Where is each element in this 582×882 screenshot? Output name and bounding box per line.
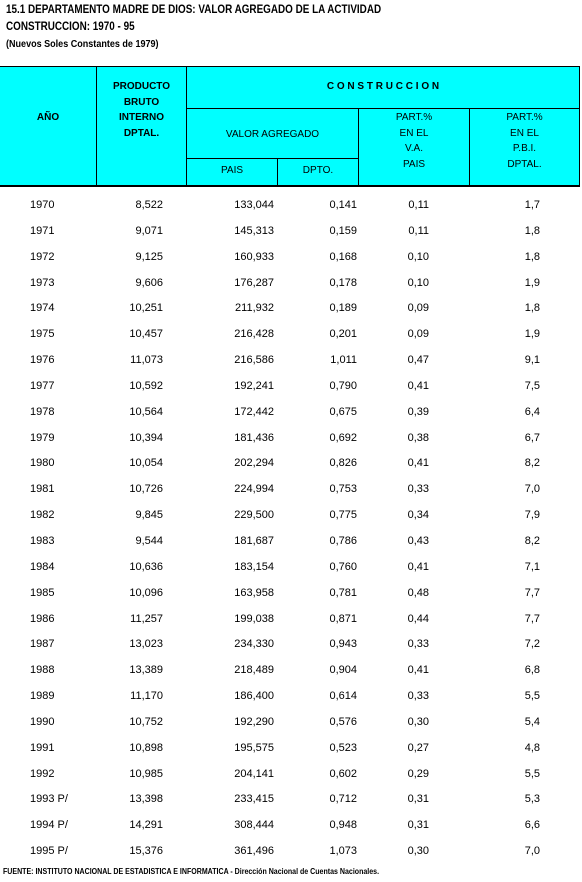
cell-pais: 172,442	[234, 405, 274, 418]
cell-dpto: 0,775	[329, 509, 357, 522]
header-divider	[579, 67, 580, 185]
table-row	[0, 632, 580, 658]
cell-year: 1986	[30, 612, 55, 625]
cell-pais: 176,287	[234, 276, 274, 289]
table-row	[0, 787, 580, 813]
cell-prod: 13,389	[129, 664, 163, 677]
cell-va: 0,44	[407, 612, 429, 625]
cell-prod: 13,398	[129, 793, 163, 806]
cell-pais: 229,500	[234, 509, 274, 522]
cell-pbi: 1,8	[524, 224, 540, 237]
cell-year: 1971	[30, 224, 55, 237]
table-row	[0, 839, 580, 865]
cell-va: 0,41	[407, 560, 429, 573]
cell-pbi: 8,2	[524, 457, 540, 470]
cell-year: 1983	[30, 534, 55, 547]
table-row	[0, 762, 580, 788]
table-row	[0, 348, 580, 374]
cell-prod: 11,073	[130, 354, 163, 367]
cell-dpto: 0,943	[329, 638, 357, 651]
cell-year: 1990	[30, 715, 55, 728]
cell-va: 0,33	[407, 483, 429, 496]
table-title	[6, 2, 442, 53]
cell-year: 1974	[30, 302, 55, 315]
cell-year: 1988	[30, 664, 55, 677]
cell-pais: 192,290	[234, 715, 274, 728]
cell-prod: 10,251	[129, 302, 163, 315]
cell-pbi: 7,5	[524, 379, 540, 392]
header-producto: PRODUCTO BRUTO INTERNO DPTAL.	[112, 81, 171, 139]
title-line-2: CONSTRUCCION: 1970 - 95	[6, 21, 135, 33]
header-divider	[186, 158, 359, 159]
cell-pbi: 5,3	[524, 793, 540, 806]
cell-pbi: 8,2	[524, 534, 540, 547]
cell-pbi: 1,7	[524, 199, 540, 211]
cell-dpto: 0,201	[329, 328, 357, 341]
table-row	[0, 503, 580, 529]
cell-pais: 186,400	[234, 690, 274, 703]
cell-prod: 10,726	[129, 483, 163, 496]
header-part-va: PART.% EN EL V.A. PAIS	[395, 112, 433, 170]
cell-dpto: 0,168	[329, 250, 357, 263]
cell-pbi: 1,9	[524, 276, 540, 289]
cell-pais: 234,330	[234, 638, 274, 651]
cell-pais: 224,994	[234, 483, 274, 496]
cell-dpto: 0,189	[329, 302, 357, 315]
cell-pbi: 7,0	[524, 483, 540, 496]
cell-pais: 195,575	[234, 741, 274, 754]
cell-dpto: 0,602	[329, 767, 357, 780]
cell-va: 0,39	[407, 405, 429, 418]
cell-pbi: 1,9	[524, 328, 540, 341]
table-row	[0, 193, 580, 219]
cell-pais: 199,038	[234, 612, 274, 625]
cell-year: 1984	[30, 560, 55, 573]
cell-pais: 163,958	[234, 586, 274, 599]
cell-pbi: 5,5	[524, 767, 540, 780]
cell-pais: 145,313	[234, 224, 274, 237]
table-row	[0, 374, 580, 400]
cell-pais: 218,489	[234, 664, 274, 677]
cell-va: 0,11	[408, 224, 429, 237]
cell-dpto: 0,826	[329, 457, 357, 470]
cell-prod: 10,985	[129, 767, 163, 780]
cell-dpto: 0,712	[329, 793, 357, 806]
table-header	[0, 66, 580, 187]
title-line-1: 15.1 DEPARTAMENTO MADRE DE DIOS: VALOR AGREGADO DE LA ACTIVIDAD	[6, 4, 382, 16]
table-row	[0, 271, 580, 297]
cell-year: 1970	[30, 199, 55, 211]
cell-pbi: 4,8	[524, 741, 540, 754]
cell-year: 1992	[30, 767, 55, 780]
cell-pais: 361,496	[234, 845, 274, 858]
table-body	[0, 193, 580, 865]
cell-prod: 9,606	[135, 276, 163, 289]
cell-prod: 9,845	[135, 509, 163, 522]
table-row	[0, 400, 580, 426]
table-row	[0, 219, 580, 245]
cell-pais: 181,436	[234, 431, 274, 444]
cell-va: 0,31	[407, 819, 429, 832]
cell-pbi: 6,6	[524, 819, 540, 832]
cell-prod: 10,096	[129, 586, 163, 599]
table-row	[0, 607, 580, 633]
cell-dpto: 0,675	[329, 405, 357, 418]
cell-year: 1976	[30, 354, 55, 367]
cell-va: 0,47	[407, 354, 429, 367]
table-row	[0, 451, 580, 477]
cell-dpto: 0,871	[329, 612, 357, 625]
cell-va: 0,41	[407, 457, 429, 470]
cell-dpto: 1,011	[330, 354, 357, 367]
cell-prod: 10,564	[129, 405, 163, 418]
table-row	[0, 736, 580, 762]
cell-pais: 192,241	[234, 379, 274, 392]
cell-prod: 9,544	[135, 534, 163, 547]
cell-pais: 216,586	[234, 354, 274, 367]
cell-pbi: 6,8	[524, 664, 540, 677]
cell-dpto: 0,614	[329, 690, 357, 703]
cell-pais: 233,415	[234, 793, 274, 806]
header-divider	[186, 108, 580, 109]
cell-prod: 10,898	[129, 741, 163, 754]
source-note: FUENTE: INSTITUTO NACIONAL DE ESTADISTICA E INFORMATICA - Dirección Nacional de Cuentas Nacionales.	[3, 867, 380, 876]
cell-pais: 202,294	[234, 457, 274, 470]
cell-pais: 183,154	[234, 560, 274, 573]
cell-prod: 10,752	[129, 715, 163, 728]
cell-pbi: 7,1	[524, 560, 540, 573]
cell-pbi: 7,0	[524, 845, 540, 858]
table-row	[0, 296, 580, 322]
cell-pbi: 1,8	[524, 250, 540, 263]
cell-pais: 216,428	[234, 328, 274, 341]
cell-pbi: 9,1	[524, 354, 540, 367]
title-line-3: (Nuevos Soles Constantes de 1979)	[6, 38, 159, 50]
cell-prod: 14,291	[129, 819, 163, 832]
cell-prod: 15,376	[129, 845, 163, 858]
cell-va: 0,30	[407, 715, 429, 728]
cell-va: 0,38	[407, 431, 429, 444]
cell-va: 0,31	[407, 793, 429, 806]
cell-dpto: 0,904	[329, 664, 357, 677]
cell-year: 1975	[30, 328, 55, 341]
cell-pais: 211,932	[235, 302, 274, 315]
cell-pais: 204,141	[234, 767, 274, 780]
cell-year: 1981	[30, 483, 55, 496]
cell-dpto: 1,073	[329, 845, 357, 858]
cell-prod: 11,170	[130, 690, 163, 703]
cell-pbi: 7,2	[524, 638, 540, 651]
cell-va: 0,10	[407, 276, 429, 289]
table-row	[0, 529, 580, 555]
cell-year: 1995 P/	[30, 845, 68, 858]
header-part-pbi: PART.% EN EL P.B.I. DPTAL.	[506, 112, 543, 170]
cell-prod: 9,125	[135, 250, 163, 263]
cell-dpto: 0,760	[329, 560, 357, 573]
cell-prod: 10,592	[129, 379, 163, 392]
table-row	[0, 477, 580, 503]
cell-pbi: 5,5	[524, 690, 540, 703]
cell-dpto: 0,692	[329, 431, 357, 444]
cell-va: 0,09	[407, 328, 429, 341]
cell-pbi: 6,7	[524, 431, 540, 444]
cell-dpto: 0,576	[329, 715, 357, 728]
cell-pais: 160,933	[234, 250, 274, 263]
cell-prod: 10,394	[129, 431, 163, 444]
table-row	[0, 322, 580, 348]
cell-dpto: 0,781	[329, 586, 357, 599]
cell-year: 1994 P/	[30, 819, 68, 832]
cell-year: 1985	[30, 586, 55, 599]
cell-va: 0,27	[407, 741, 429, 754]
table-row	[0, 684, 580, 710]
cell-dpto: 0,159	[329, 224, 357, 237]
cell-dpto: 0,141	[329, 199, 357, 211]
table-row	[0, 581, 580, 607]
cell-va: 0,43	[407, 534, 429, 547]
cell-dpto: 0,790	[329, 379, 357, 392]
cell-va: 0,29	[407, 767, 429, 780]
cell-pbi: 7,7	[524, 586, 540, 599]
cell-year: 1993 P/	[30, 793, 68, 806]
table-row	[0, 710, 580, 736]
cell-va: 0,34	[407, 509, 429, 522]
cell-prod: 13,023	[129, 638, 163, 651]
table-row	[0, 426, 580, 452]
header-year: AÑO	[36, 112, 60, 123]
cell-va: 0,41	[407, 664, 429, 677]
cell-pbi: 5,4	[524, 715, 540, 728]
cell-prod: 8,522	[135, 199, 163, 211]
cell-year: 1991	[30, 741, 55, 754]
table-row	[0, 813, 580, 839]
cell-pais: 133,044	[234, 199, 274, 211]
cell-pbi: 7,9	[524, 509, 540, 522]
cell-pbi: 1,8	[524, 302, 540, 315]
cell-prod: 11,257	[130, 612, 163, 625]
cell-va: 0,33	[407, 690, 429, 703]
cell-year: 1989	[30, 690, 55, 703]
cell-year: 1978	[30, 405, 55, 418]
cell-va: 0,10	[407, 250, 429, 263]
cell-prod: 10,457	[129, 328, 163, 341]
cell-va: 0,41	[407, 379, 429, 392]
cell-pbi: 6,4	[524, 405, 540, 418]
cell-prod: 10,636	[129, 560, 163, 573]
cell-va: 0,30	[407, 845, 429, 858]
cell-pais: 308,444	[234, 819, 274, 832]
table-row	[0, 245, 580, 271]
table-row	[0, 658, 580, 684]
cell-va: 0,33	[407, 638, 429, 651]
cell-year: 1972	[30, 250, 55, 263]
header-pais: PAIS	[220, 165, 244, 176]
cell-year: 1979	[30, 431, 55, 444]
header-construccion: C O N S T R U C C I O N	[326, 81, 440, 92]
cell-prod: 10,054	[129, 457, 163, 470]
cell-va: 0,11	[408, 199, 429, 211]
cell-dpto: 0,753	[329, 483, 357, 496]
cell-va: 0,09	[407, 302, 429, 315]
cell-year: 1987	[30, 638, 55, 651]
header-dpto: DPTO.	[302, 165, 334, 176]
cell-pais: 181,687	[234, 534, 274, 547]
table-row	[0, 555, 580, 581]
cell-pbi: 7,7	[524, 612, 540, 625]
header-valor-agregado: VALOR AGREGADO	[225, 129, 320, 140]
cell-va: 0,48	[407, 586, 429, 599]
cell-dpto: 0,523	[329, 741, 357, 754]
cell-dpto: 0,948	[329, 819, 357, 832]
cell-prod: 9,071	[135, 224, 163, 237]
cell-year: 1973	[30, 276, 55, 289]
cell-year: 1982	[30, 509, 55, 522]
cell-year: 1977	[30, 379, 55, 392]
cell-dpto: 0,178	[329, 276, 357, 289]
cell-year: 1980	[30, 457, 55, 470]
cell-dpto: 0,786	[329, 534, 357, 547]
